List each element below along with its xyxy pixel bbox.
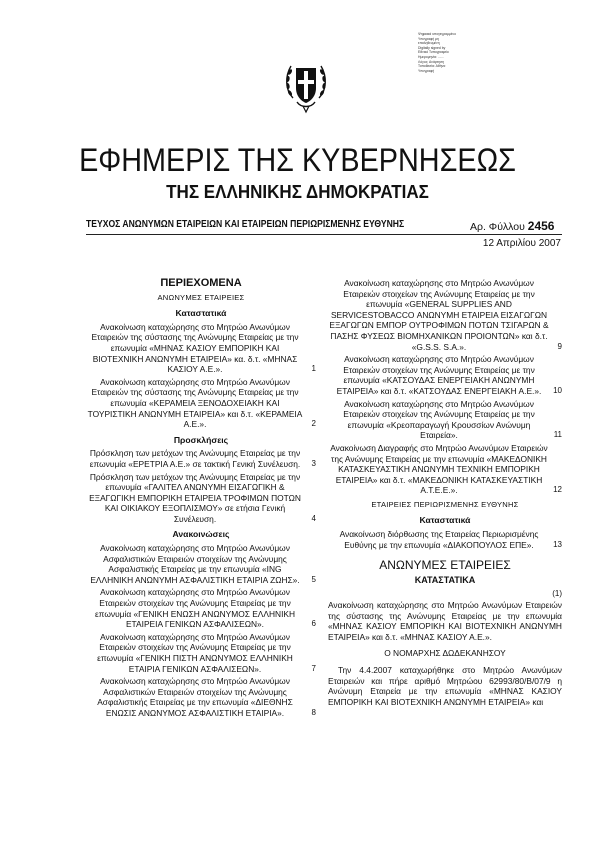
toc-entry-text: Πρόσκληση των μετόχων της Ανώνυμης Εταιρείας με την επωνυμία «ΓΑΛΙΤΕΛ ΑΝΩΝΥΜΗ ΕΙΣΑΓΩΓΙΚΗ & ΕΞΑΓΩΓΙΚΗ ΕΜΠΟΡΙΚΗ ΕΤΑΙΡΕΙΑ ΤΡΟΦΙΜΩΝ ΠΟΤΩΝ ΚΑΙ ΟΙΚΙΑΚΟΥ ΕΞΟΠΛΙΣΜΟΥ» σε ετήσια Γενική Συνέλευση. — [89, 471, 301, 524]
toc-entry-page: 13 — [553, 539, 562, 549]
stamp-line: Εθνικό Τυπογραφείο — [418, 50, 449, 55]
header-divider — [86, 234, 562, 235]
toc-entry-page: 11 — [553, 430, 562, 440]
sheet-label: Αρ. Φύλλου — [470, 221, 525, 233]
toc-section-title: ΕΤΑΙΡΕΙΕΣ ΠΕΡΙΩΡΙΣΜΕΝΗΣ ΕΥΘΥΝΗΣ — [371, 499, 519, 509]
gazette-title: ΕΦΗΜΕΡΙΣ ΤΗΣ ΚΥΒΕΡΝΗΣΕΩΣ — [79, 142, 516, 178]
toc-entry-text: Ανακοίνωση διόρθωσης της Εταιρείας Περιωρισμένης Ευθύνης με την επωνυμία «ΔΙΑΚΟΠΟΥΛΟΣ ΕΠΕ». — [339, 529, 539, 550]
toc-entry[interactable] — [86, 632, 316, 674]
toc-entry-text: Ανακοίνωση καταχώρησης στο Μητρώο Ανωνύμων Ασφαλιστικών Εταιρειών στοιχείων της Ανώνυμης Ασφαλιστικής Εταιρείας με την επωνυμία «ING ΕΛΛΗΝΙΚΗ ΑΝΩΝΥΜΗ ΑΣΦΑΛΙΣΤΙΚΗ ΕΤΑΙΡΙΑ ΖΩΗΣ». — [90, 543, 300, 585]
toc-entry[interactable] — [328, 399, 562, 441]
greek-coat-of-arms-icon — [283, 58, 329, 116]
stamp-line: Τοποθεσία: Αθήνα — [418, 64, 446, 69]
stamp-line: Λόγος: Ανάρτηση — [418, 59, 445, 64]
toc-entry-page: 4 — [311, 513, 316, 523]
toc-entry-page: 12 — [553, 485, 562, 495]
toc-entry-page: 9 — [557, 341, 562, 351]
toc-entry-text: Ανακοίνωση καταχώρησης στο Μητρώο Ανωνύμων Εταιρειών στοιχείων της Ανώνυμης Εταιρείας με την επωνυμία «ΓΕΝΙΚΗ ΕΝΩΣΗ ΑΝΩΝΥΜΟΣ ΕΛΛΗΝΙΚΗ ΕΤΑΙΡΕΙΑ ΓΕΝΙΚΩΝ ΑΣΦΑΛΙΣΕΩΝ». — [94, 587, 296, 630]
toc-entry-text: Ανακοίνωση καταχώρησης στο Μητρώο Ανωνύμων Ασφαλιστικών Εταιρειών στοιχείων της Ανώνυμης Ασφαλιστικής Εταιρείας με την επωνυμία «ΔΙΕΘΝΗΣ ΕΝΩΣΙΣ ΑΝΩΝΥΜΟΣ ΑΣΦΑΛΙΣΤΙΚΗ ΕΤΑΙΡΙΑ». — [97, 676, 293, 718]
toc-entry-text: Ανακοίνωση καταχώρησης στο Μητρώο Ανωνύμων Εταιρειών της σύστασης της Ανώνυμης Εταιρείας με την επωνυμία «ΜΗΝΑΣ ΚΑΣΙΟΥ ΕΜΠΟΡΙΚΗ ΚΑΙ ΒΙΟΤΕΧΝΙΚΗ ΑΝΩΝΥΜΗ ΕΤΑΙΡΕΙΑ» κα. δ.τ. «ΜΗΝΑΣ ΚΑΣΙΟΥ Α.Ε.». — [91, 321, 299, 375]
toc-entry-page: 6 — [311, 619, 316, 629]
toc-category: Καταστατικά — [419, 515, 471, 526]
toc-entry-text: Ανακοίνωση Διαγραφής στο Μητρώο Ανωνύμων Εταιρειών της Ανώνυμης Εταιρείας με την επωνυμία «ΜΑΚΕΔΟΝΙΚΗ ΚΑΤΑΣΚΕΥΑΣΤΙΚΗ ΑΝΩΝΥΜΗ ΤΕΧΝΙΚΗ ΕΜΠΟΡΙΚΗ ΕΤΑΙΡΕΙΑ» και δ.τ. «ΜΑΚΕΔΟΝΙΚΗ ΚΑΤΑΣΚΕΥΑΣΤΙΚΗ Α.Τ.Ε.Ε.». — [330, 442, 548, 496]
toc-entry-text: Ανακοίνωση καταχώρησης στο Μητρώο Ανωνύμων Εταιρειών στοιχείων της Ανώνυμης Εταιρείας με την επωνυμία «Κρεοπαραγωγή Κρουσσίων Ανώνυμη Εταιρεία». — [343, 398, 535, 441]
toc-category: Ανακοινώσεις — [172, 529, 230, 540]
toc-category: Καταστατικά — [175, 308, 227, 319]
toc-entry[interactable] — [86, 587, 316, 629]
toc-entry[interactable] — [86, 322, 316, 375]
toc-entry[interactable] — [86, 472, 316, 525]
toc-entry[interactable] — [328, 529, 562, 550]
toc-category: Προσκλήσεις — [173, 434, 229, 445]
gazette-subtitle: ΤΗΣ ΕΛΛΗΝΙΚΗΣ ΔΗΜΟΚΡΑΤΙΑΣ — [166, 181, 429, 202]
issue-date: 12 Απριλίου 2007 — [482, 238, 561, 249]
toc-entry[interactable] — [86, 377, 316, 430]
stamp-line: Digitally signed by — [418, 45, 446, 50]
issuing-authority: Ο ΝΟΜΑΡΧΗΣ ΔΩΔΕΚΑΝΗΣΟΥ — [384, 648, 506, 659]
toc-entry[interactable] — [86, 676, 316, 718]
stamp-line: Υπογραφή — [418, 68, 435, 73]
toc-entry-text: Ανακοίνωση καταχώρησης στο Μητρώο Ανωνύμων Εταιρειών στοιχείων της Ανώνυμης Εταιρείας με την επωνυμία «GENERAL SUPPLIES AND SERVICESTOBACCO ΑΝΩΝΥΜΗ ΕΤΑΙΡΕΙΑ ΕΙΣΑΓΩΓΩΝ ΕΞΑΓΩΓΩΝ ΕΜΠΟΡ ΟΥΤΡΟΦΙΜΩΝ ΠΟΤΩΝ ΤΣΙΓΑΡΩΝ & ΠΑΣΗΣ ΦΥΣΕΩΣ ΒΙΟΜΗΧΑΝΙΚΩΝ ΠΡΟΙΟΝΤΩΝ» και δ.τ. «G.S.S. S.A.». — [329, 278, 549, 352]
announcement-number: (1) — [552, 589, 562, 599]
toc-heading: ΠΕΡΙΕΧΟΜΕΝΑ — [160, 277, 242, 289]
sheet-number — [470, 219, 554, 233]
toc-entry-page: 1 — [311, 364, 316, 374]
stamp-line: Ημερομηνία: ...... — [418, 54, 444, 59]
toc-entry-page: 3 — [311, 458, 316, 468]
toc-section-title: ΑΝΩΝΥΜΕΣ ΕΤΑΙΡΕΙΕΣ — [157, 292, 245, 302]
toc-entry-text: Πρόσκληση των μετόχων της Ανώνυμης Εταιρείας με την επωνυμία «ΕΡΕΤΡΙΑ Α.Ε.» σε τακτική Γενική Συνέλευση. — [89, 448, 301, 469]
toc-entry[interactable] — [328, 443, 562, 496]
digital-signature-stamp — [418, 32, 488, 73]
toc-entry-text: Ανακοίνωση καταχώρησης στο Μητρώο Ανωνύμων Εταιρειών στοιχείων της Ανώνυμης Εταιρείας με την επωνυμία «ΓΕΝΙΚΗ ΠΙΣΤΗ ΑΝΩΝΥΜΟΣ ΕΛΛΗΝΙΚΗ ΕΤΑΙΡΙΑ ΓΕΝΙΚΩΝ ΑΣΦΑΛΙΣΕΩΝ». — [97, 631, 293, 674]
issue-label: ΤΕΥΧΟΣ ΑΝΩΝΥΜΩΝ ΕΤΑΙΡΕΙΩΝ ΚΑΙ ΕΤΑΙΡΕΙΩΝ ΠΕΡΙΩΡΙΣΜΕΝΗΣ ΕΥΘΥΝΗΣ — [86, 219, 405, 230]
announcement-paragraph: Την 4.4.2007 καταχωρήθηκε στο Μητρώο Ανωνύμων Εταιρειών και πήρε αριθμό Μητρώου 62993/80/Β/07/9 η Ανώνυμη Εταιρεία με την επωνυμία «ΜΗΝΑΣ ΚΑΣΙΟΥ ΕΜΠΟΡΙΚΗ ΚΑΙ ΒΙΟΤΕΧΝΙΚΗ ΑΝΩΝΥΜΗ ΕΤΑΙΡΕΙΑ» και — [328, 665, 562, 707]
toc-entry-page: 2 — [311, 419, 316, 429]
toc-entry-text: Ανακοίνωση καταχώρησης στο Μητρώο Ανωνύμων Εταιρειών στοιχείων της Ανώνυμης Εταιρείας με την επωνυμία «ΚΑΤΣΟΥΔΑΣ ΕΝΕΡΓΕΙΑΚΗ ΑΝΩΝΥΜΗ ΕΤΑΙΡΕΙΑ» και δ.τ. «ΚΑΤΣΟΥΔΑΣ ΕΝΕΡΓΕΙΑΚΗ Α.Ε.». — [336, 354, 542, 396]
toc-entry-page: 5 — [311, 574, 316, 584]
right-column — [328, 278, 562, 707]
toc-entry-page: 8 — [311, 707, 316, 717]
sheet-number-value: 2456 — [527, 219, 555, 233]
toc-entry[interactable] — [328, 354, 562, 396]
body-section-heading: ΑΝΩΝΥΜΕΣ ΕΤΑΙΡΕΙΕΣ — [379, 558, 511, 573]
stamp-line: επαληθευμένη — [418, 41, 440, 46]
announcement-intro: Ανακοίνωση καταχώρησης στο Μητρώο Ανωνύμων Εταιρειών της σύστασης της Ανώνυμης Εταιρείας με την επωνυμία «ΜΗΝΑΣ ΚΑΣΙΟΥ ΕΜΠΟΡΙΚΗ ΚΑΙ ΒΙΟΤΕΧΝΙΚΗ ΑΝΩΝΥΜΗ ΕΤΑΙΡΕΙΑ» και δ.τ. «ΜΗΝΑΣ ΚΑΣΙΟΥ Α.Ε.». — [328, 600, 562, 642]
toc-entry-page: 7 — [311, 663, 316, 673]
toc-entry-text: Ανακοίνωση καταχώρησης στο Μητρώο Ανωνύμων Εταιρειών της σύστασης της Ανώνυμης Εταιρείας με την επωνυμία «ΚΕΡΑΜΕΙΑ ΞΕΝΟΔΟΧΕΙΑΚΗ ΚΑΙ ΤΟΥΡΙΣΤΙΚΗ ΑΝΩΝΥΜΗ ΕΤΑΙΡΕΙΑ» και δ.τ. «ΚΕΡΑΜΕΙΑ Α.Ε.». — [87, 376, 303, 430]
toc-left-column — [86, 278, 316, 721]
toc-entry[interactable] — [328, 278, 562, 352]
body-subheading: ΚΑΤΑΣΤΑΤΙΚΑ — [414, 574, 476, 585]
stamp-line: Ψηφιακά υπογεγραμμένο — [418, 32, 457, 36]
toc-entry[interactable] — [86, 543, 316, 585]
toc-entry-page: 10 — [553, 385, 562, 395]
toc-entry[interactable] — [86, 448, 316, 469]
stamp-line: Υπογραφή μη — [418, 36, 439, 41]
